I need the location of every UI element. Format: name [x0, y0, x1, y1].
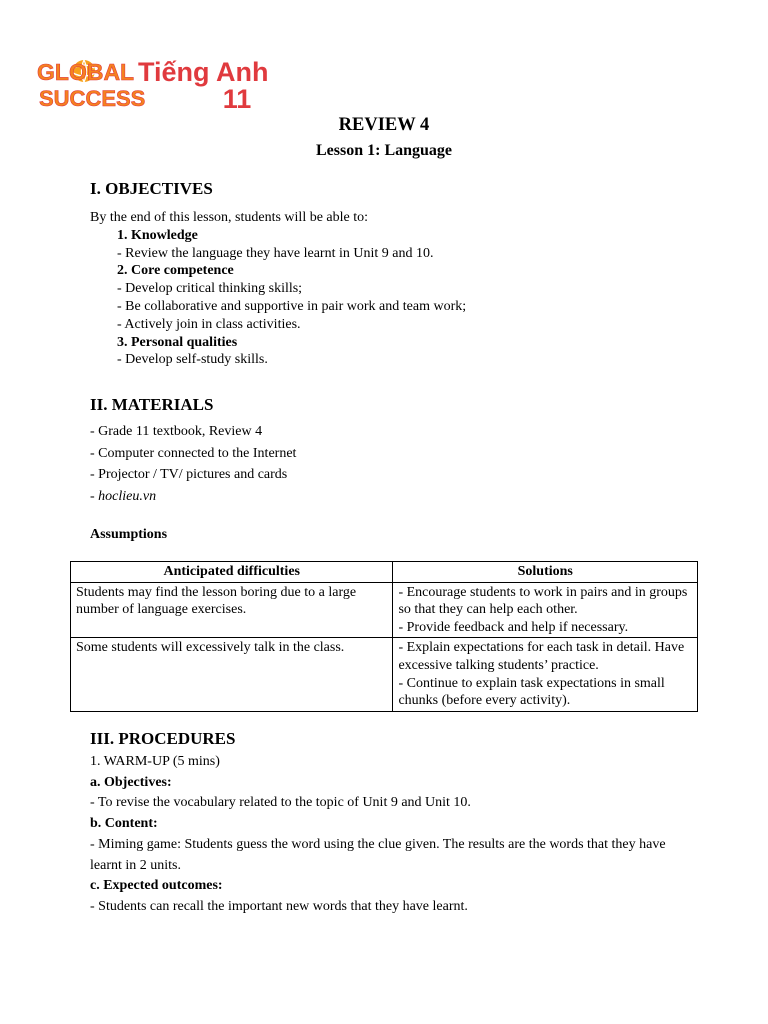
- column-header: Anticipated difficulties: [71, 562, 393, 583]
- core-item: - Actively join in class activities.: [117, 316, 301, 332]
- difficulty-cell: Students may find the lesson boring due to a large number of language exercises.: [71, 582, 393, 638]
- logo-product-line2: 11: [222, 84, 252, 114]
- table-header-row: [71, 562, 698, 583]
- warmup-label: 1. WARM-UP: [90, 754, 170, 769]
- materials-heading: II. MATERIALS: [90, 395, 214, 414]
- column-header: Solutions: [393, 562, 698, 583]
- content-label: b. Content:: [90, 816, 158, 832]
- core-item: - Develop critical thinking skills;: [117, 281, 303, 297]
- materials-item: - hoclieu.vn: [90, 488, 157, 504]
- table-row: [71, 638, 698, 711]
- logo-brand-line2: SUCCESS: [39, 86, 146, 111]
- solutions-cell: - Explain expectations for each task in detail. Have excessive talking students’ practice. - Continue to explain task expectations in small chunks (before every activity).: [393, 638, 698, 711]
- knowledge-label: 1. Knowledge: [117, 227, 198, 243]
- content-text: - Miming game: Students guess the word using the clue given. The results are the words that they have learnt in 2 units.: [90, 836, 666, 873]
- table-row: [71, 582, 698, 638]
- page-subtitle: Lesson 1: Language: [315, 142, 453, 159]
- logo-product-line1: Tiếng Anh: [138, 57, 269, 87]
- materials-item: - Projector / TV/ pictures and cards: [90, 467, 288, 482]
- hoclieu-link[interactable]: hoclieu.vn: [98, 488, 157, 504]
- expected-outcomes-text: - Students can recall the important new words that they have learnt.: [90, 898, 468, 914]
- core-competence-label: 2. Core competence: [117, 263, 234, 279]
- procedures-block: [90, 752, 690, 918]
- objectives-intro: By the end of this lesson, students will be able to:: [90, 210, 369, 225]
- logo-brand-line1: GLOBAL: [37, 59, 135, 85]
- materials-item: - Computer connected to the Internet: [90, 445, 297, 461]
- procedures-heading: III. PROCEDURES: [90, 729, 236, 748]
- core-item: - Be collaborative and supportive in pair work and team work;: [117, 298, 467, 314]
- assumptions-label: Assumptions: [90, 527, 168, 542]
- objectives-sub-label: a. Objectives:: [90, 774, 172, 790]
- objectives-block: [90, 209, 466, 369]
- objectives-heading: I. OBJECTIVES: [90, 179, 213, 198]
- materials-item: - Grade 11 textbook, Review 4: [90, 424, 263, 439]
- materials-list: [90, 421, 296, 507]
- difficulty-cell: Some students will excessively talk in the class.: [71, 638, 393, 711]
- page-title: REVIEW 4: [338, 115, 430, 135]
- knowledge-item: - Review the language they have learnt in Unit 9 and 10.: [117, 245, 434, 261]
- assumptions-table: [70, 561, 698, 712]
- global-success-logo: [34, 52, 274, 116]
- objectives-sub-text: - To revise the vocabulary related to the topic of Unit 9 and Unit 10.: [90, 795, 471, 811]
- logo-graphic: [34, 52, 274, 116]
- expected-outcomes-label: c. Expected outcomes:: [90, 878, 223, 894]
- personal-item: - Develop self-study skills.: [117, 352, 268, 368]
- warmup-time: (5 mins): [169, 754, 220, 769]
- solutions-cell: - Encourage students to work in pairs and in groups so that they can help each other. - Provide feedback and help if necessary.: [393, 582, 698, 638]
- personal-qualities-label: 3. Personal qualities: [117, 334, 238, 350]
